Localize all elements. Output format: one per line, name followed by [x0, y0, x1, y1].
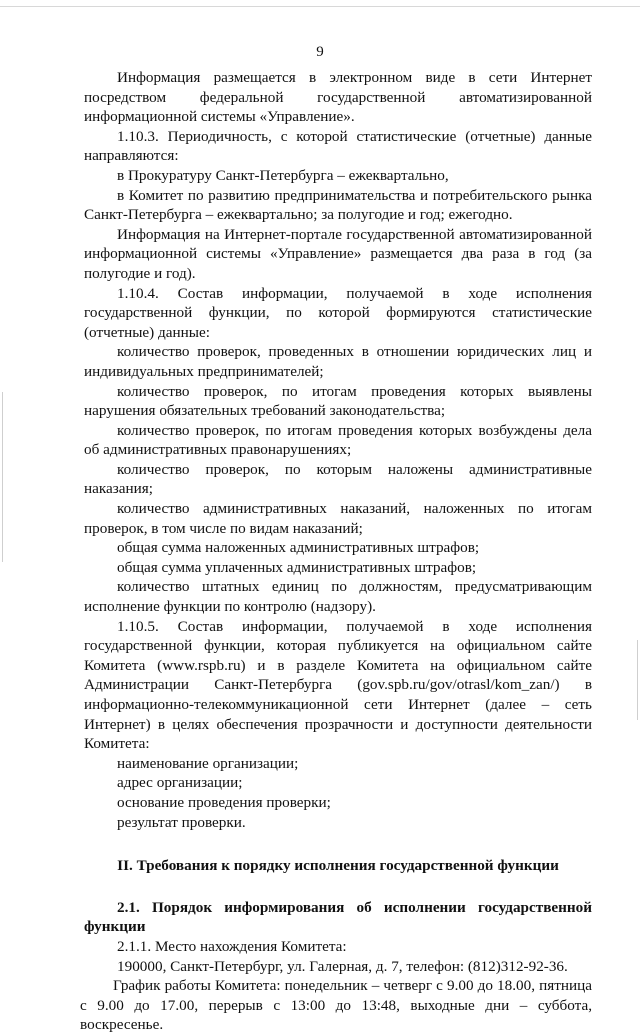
list-item-staff-units: количество штатных единиц по должностям, предусматривающим исполнение функции по контролю (надзору). — [84, 578, 592, 616]
list-item-penalties-imposed: количество проверок, по которым наложены административные наказания; — [84, 460, 592, 498]
list-item-prosecutor: в Прокуратуру Санкт-Петербурга – ежеквартально, — [117, 166, 449, 184]
list-item-violations-found: количество проверок, по итогам проведения которых выявлены нарушения обязательных требований законодательства; — [84, 382, 592, 420]
section-title: II. Требования к порядку исполнения государственной функции — [117, 857, 559, 875]
paragraph-1-10-3: 1.10.3. Периодичность, с которой статистические (отчетные) данные направляются: — [84, 127, 592, 165]
scan-left-edge-mark — [2, 392, 3, 562]
paragraph-1-10-5: 1.10.5. Состав информации, получаемой в ходе исполнения государственной функции, которая публикуется на официальном сайте Комитета (www.rspb.ru) и в разделе Комитета на официальном сайте Администрации Санкт-Петербурга (gov.spb.ru/gov/otrasl/kom_zan/) в информационно-телекоммуникационной сети Интернет (далее – сеть Интернет) в целях обеспечения прозрачности и доступности деятельности Комитета: — [84, 617, 592, 753]
scan-right-edge-mark — [637, 640, 638, 720]
location-heading: 2.1.1. Место нахождения Комитета: — [117, 937, 347, 955]
list-item-cases-opened: количество проверок, по итогам проведения которых возбуждены дела об административных правонарушениях; — [84, 421, 592, 459]
subsection-title: 2.1. Порядок информирования об исполнении государственной функции — [84, 898, 592, 936]
list-item-inspection-basis: основание проведения проверки; — [117, 793, 331, 811]
list-item-inspection-result: результат проверки. — [117, 813, 246, 831]
list-item-org-address: адрес организации; — [117, 774, 243, 792]
list-item-committee: в Комитет по развитию предпринимательства и потребительского рынка Санкт-Петербурга – ежеквартально; за полугодие и год; ежегодно. — [84, 186, 592, 224]
paragraph-info-placement: Информация размещается в электронном виде в сети Интернет посредством федеральной государственной автоматизированной информационной системы «Управление». — [84, 69, 592, 126]
list-item-fines-imposed: общая сумма наложенных административных штрафов; — [117, 539, 480, 557]
address-line: 190000, Санкт-Петербург, ул. Галерная, д. 7, телефон: (812)312-92-36. — [117, 957, 568, 975]
paragraph-portal-info: Информация на Интернет-портале государственной автоматизированной информационной системы «Управление» размещается два раза в год (за полугодие и год). — [84, 225, 592, 282]
paragraph-1-10-4: 1.10.4. Состав информации, получаемой в ходе исполнения государственной функции, по которой формируются статистические (отчетные) данные: — [84, 284, 592, 341]
list-item-inspections-count: количество проверок, проведенных в отношении юридических лиц и индивидуальных предпринимателей; — [84, 343, 592, 380]
document-body — [80, 68, 592, 1035]
list-item-penalties-count: количество административных наказаний, наложенных по итогам проверок, в том числе по видам наказаний; — [84, 500, 592, 537]
schedule-paragraph: График работы Комитета: понедельник – четверг с 9.00 до 18.00, пятница с 9.00 до 17.00, перерыв с 13:00 до 13:48, выходные дни – суббота, воскресенье. — [80, 977, 592, 1034]
list-item-fines-paid: общая сумма уплаченных административных штрафов; — [117, 558, 477, 576]
list-item-org-name: наименование организации; — [117, 754, 299, 772]
page-number: 9 — [316, 44, 324, 60]
scan-top-edge — [0, 6, 640, 7]
